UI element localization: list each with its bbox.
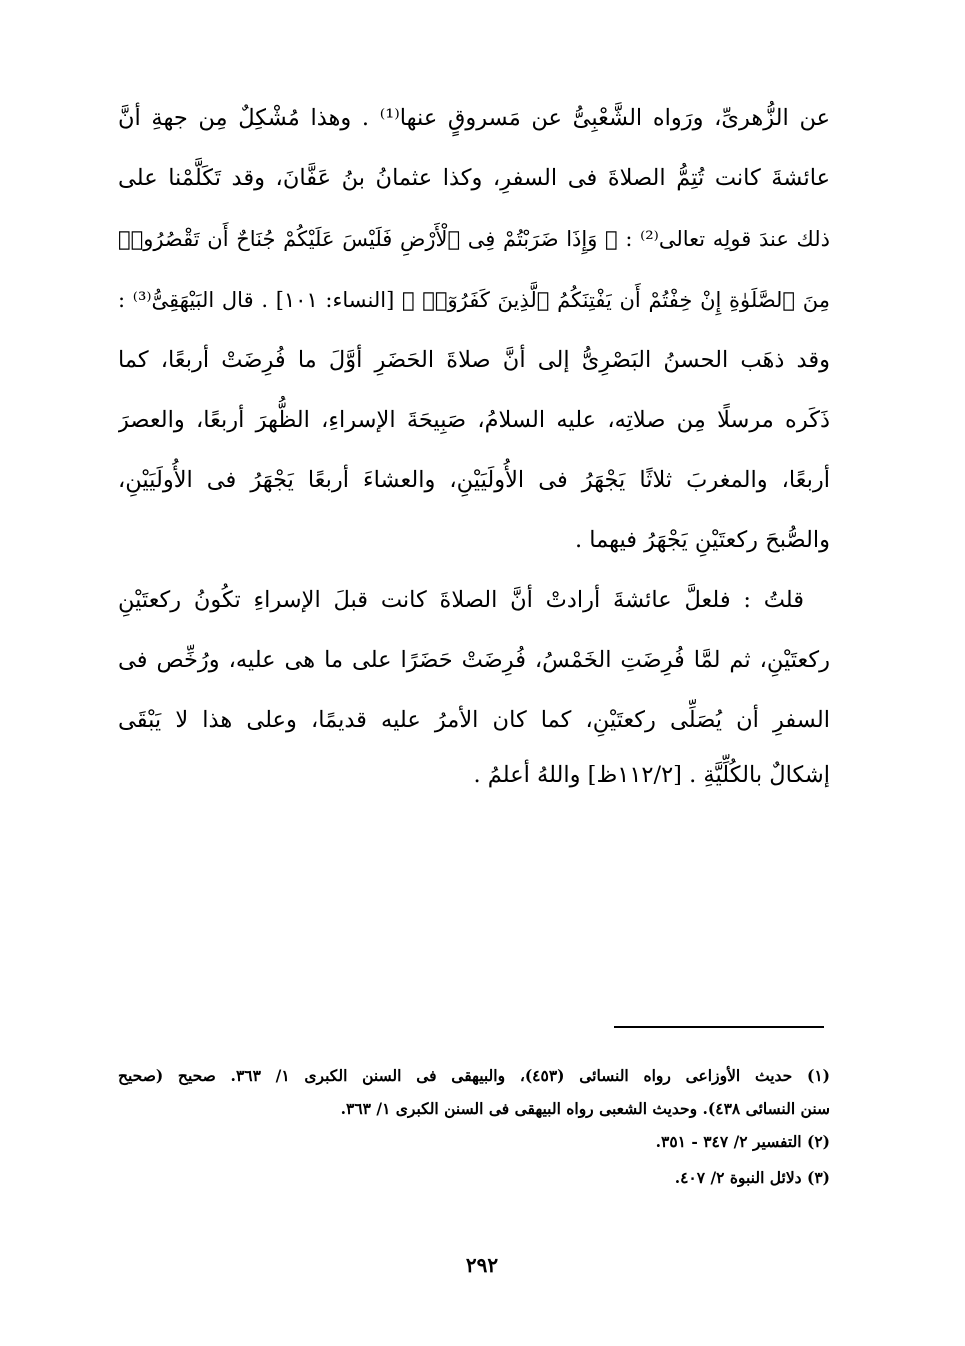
text-line: وقد ذهَب الحسنُ البَصْرِىُّ إلى أنَّ صلاةَ الحَضَرِ أوَّلَ ما فُرِضَتْ أربعًا، كما <box>118 347 830 373</box>
text-line: والصُّبحَ ركعتَيْنِ يَجْهَرُ فيهما . <box>574 527 830 553</box>
text-line: عن الزُّهرىِّ، ورَواه الشَّعْبِىُّ عن مَسروقٍ عنها⁽¹⁾ . وهذا مُشْكِلٌ مِن جهةِ أنَّ <box>118 105 830 131</box>
text-line: عائشةَ كانت تُتِمُّ الصلاةَ فى السفرِ، وكذا عثمانُ بنُ عَفَّانَ، وقد تَكَلَّمْنا على <box>118 165 830 191</box>
text-line: السفرِ أن يُصَلِّى ركعتَيْنِ، كما كان الأمرُ عليه قديمًا، وعلى هذا لا يَبْقَى <box>118 707 830 733</box>
text-line: مِنَ ٱلصَّلَوٰةِ إِنْ خِفْتُمْ أَن يَفْتِنَكُمُ ٱلَّذِينَ كَفَرُوٓا۟ ﴾ [النساء: ١٠١] . قال البَيْهَقِىُّ⁽³⁾ : <box>118 288 830 312</box>
text-line: ركعتَيْنِ، ثم لمَّا فُرِضَتِ الخَمْسُ، فُرِضَتْ حَضَرًا على ما هى عليه، ورُخِّص فى <box>118 647 830 673</box>
text-line: أربعًا، والمغربَ ثلاثًا يَجْهَرُ فى الأُولَيَيْنِ، والعشاءَ أربعًا يَجْهَرُ فى الأُولَيَيْنِ، <box>118 467 830 493</box>
footnote-line: (١) حديث الأوزاعى رواه النسائى (٤٥٣)، والبيهقى فى السنن الكبرى ١/ ٣٦٣. صحيح (صحيح <box>118 1066 830 1085</box>
text-line: ذَكَره مرسلًا مِن صلاتِه، عليه السلامُ، صَبِيحَةَ الإسراءِ، الظُّهرَ أربعًا، والعصرَ <box>118 407 830 433</box>
text-line: ذلك عندَ قولِه تعالى⁽²⁾ : ﴿ وَإِذَا ضَرَبْتُمْ فِى ٱلْأَرْضِ فَلَيْسَ عَلَيْكُمْ جُنَاحٌ أَن تَقْصُرُوا۟ <box>118 227 830 251</box>
footnote-separator <box>614 1026 824 1028</box>
text-line: قلتُ : فلعلَّ عائشةَ أرادتْ أنَّ الصلاةَ كانت قبلَ الإسراءِ تكُونُ ركعتَيْنِ <box>118 587 804 613</box>
page-number: ٢٩٢ <box>465 1253 499 1277</box>
footnote-line: (٢) التفسير ٢/ ٣٤٧ - ٣٥١. <box>655 1132 830 1151</box>
text-line: إشكالٌ بالكُلِّيَّةِ . [١١٢/٢ظ] واللهُ أعلمُ . <box>473 762 830 788</box>
footnote-line: (٣) دلائل النبوة ٢/ ٤٠٧. <box>674 1168 830 1187</box>
footnote-line: سنن النسائى ٤٣٨). وحديث الشعبى رواه البيهقى فى السنن الكبرى ١/ ٣٦٣. <box>340 1099 830 1118</box>
